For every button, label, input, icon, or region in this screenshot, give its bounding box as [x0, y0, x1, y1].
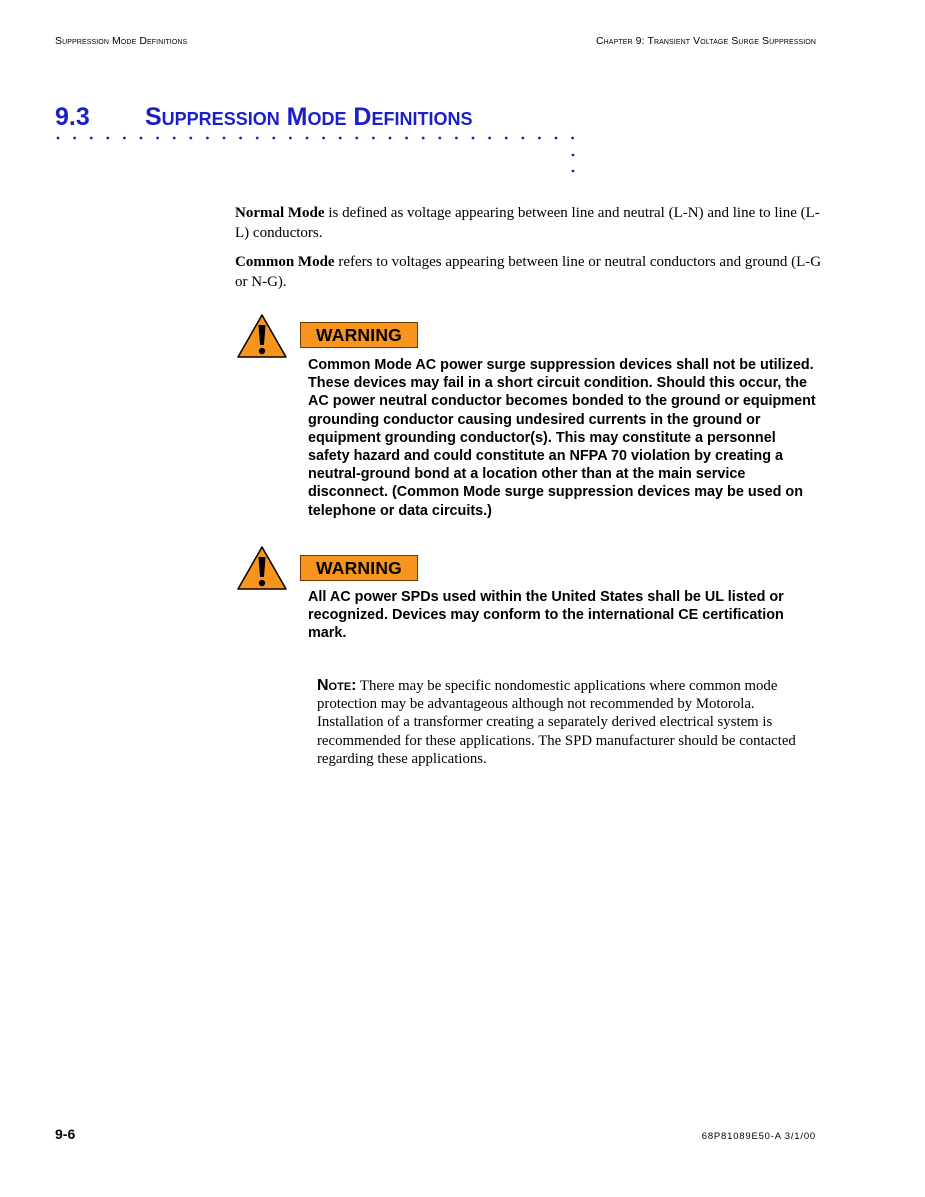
- section-heading: [55, 101, 472, 133]
- running-header-left: Suppression Mode Definitions: [55, 35, 188, 47]
- warning-label: WARNING: [300, 555, 418, 581]
- note-text: There may be specific nondomestic applications where common mode protection may be advantageous although not recommended by Motorola. Installation of a transformer creating a separately derived electrical system is recommended for these applications. The SPD manufacturer should be contacted regarding these applications.: [317, 678, 796, 767]
- warning-triangle-icon: [236, 545, 288, 591]
- note-block: [317, 677, 812, 768]
- warning-text: All AC power SPDs used within the United States shall be UL listed or recognized. Devices may conform to the international CE certification mark.: [308, 589, 784, 642]
- section-title: Suppression Mode Definitions: [145, 103, 473, 131]
- normal-mode-text: is defined as voltage appearing between line and neutral (L-N) and line to line (L-L) conductors.: [235, 205, 820, 241]
- dotted-rule: [55, 130, 585, 176]
- common-mode-text: refers to voltages appearing between line or neutral conductors and ground (L-G or N-G).: [235, 254, 822, 290]
- common-mode-term: Common Mode: [235, 254, 335, 270]
- normal-mode-term: Normal Mode: [235, 205, 325, 221]
- section-number: 9.3: [55, 103, 90, 131]
- common-mode-definition: [235, 252, 825, 292]
- running-header-right: Chapter 9: Transient Voltage Surge Suppression: [595, 35, 816, 47]
- warning-text: Common Mode AC power surge suppression devices shall not be utilized. These devices may fail in a short circuit condition. Should this occur, the AC power neutral conductor becomes bonded to the ground or equipment grounding conductor causing undesired currents in the ground or equipment grounding conductor(s). This may constitute a personnel safety hazard and could constitute an NFPA 70 violation by creating a neutral-ground bond at a location other than at the main service disconnect. (Common Mode surge suppression devices may be used on telephone or data circuits.): [308, 357, 816, 519]
- warning-triangle-icon: [236, 313, 288, 359]
- document-id: 68P81089E50-A 3/1/00: [701, 1131, 816, 1142]
- page-number: 9-6: [55, 1126, 76, 1142]
- warning-label: WARNING: [300, 322, 418, 348]
- normal-mode-definition: [235, 203, 825, 243]
- note-label: Note:: [317, 677, 357, 694]
